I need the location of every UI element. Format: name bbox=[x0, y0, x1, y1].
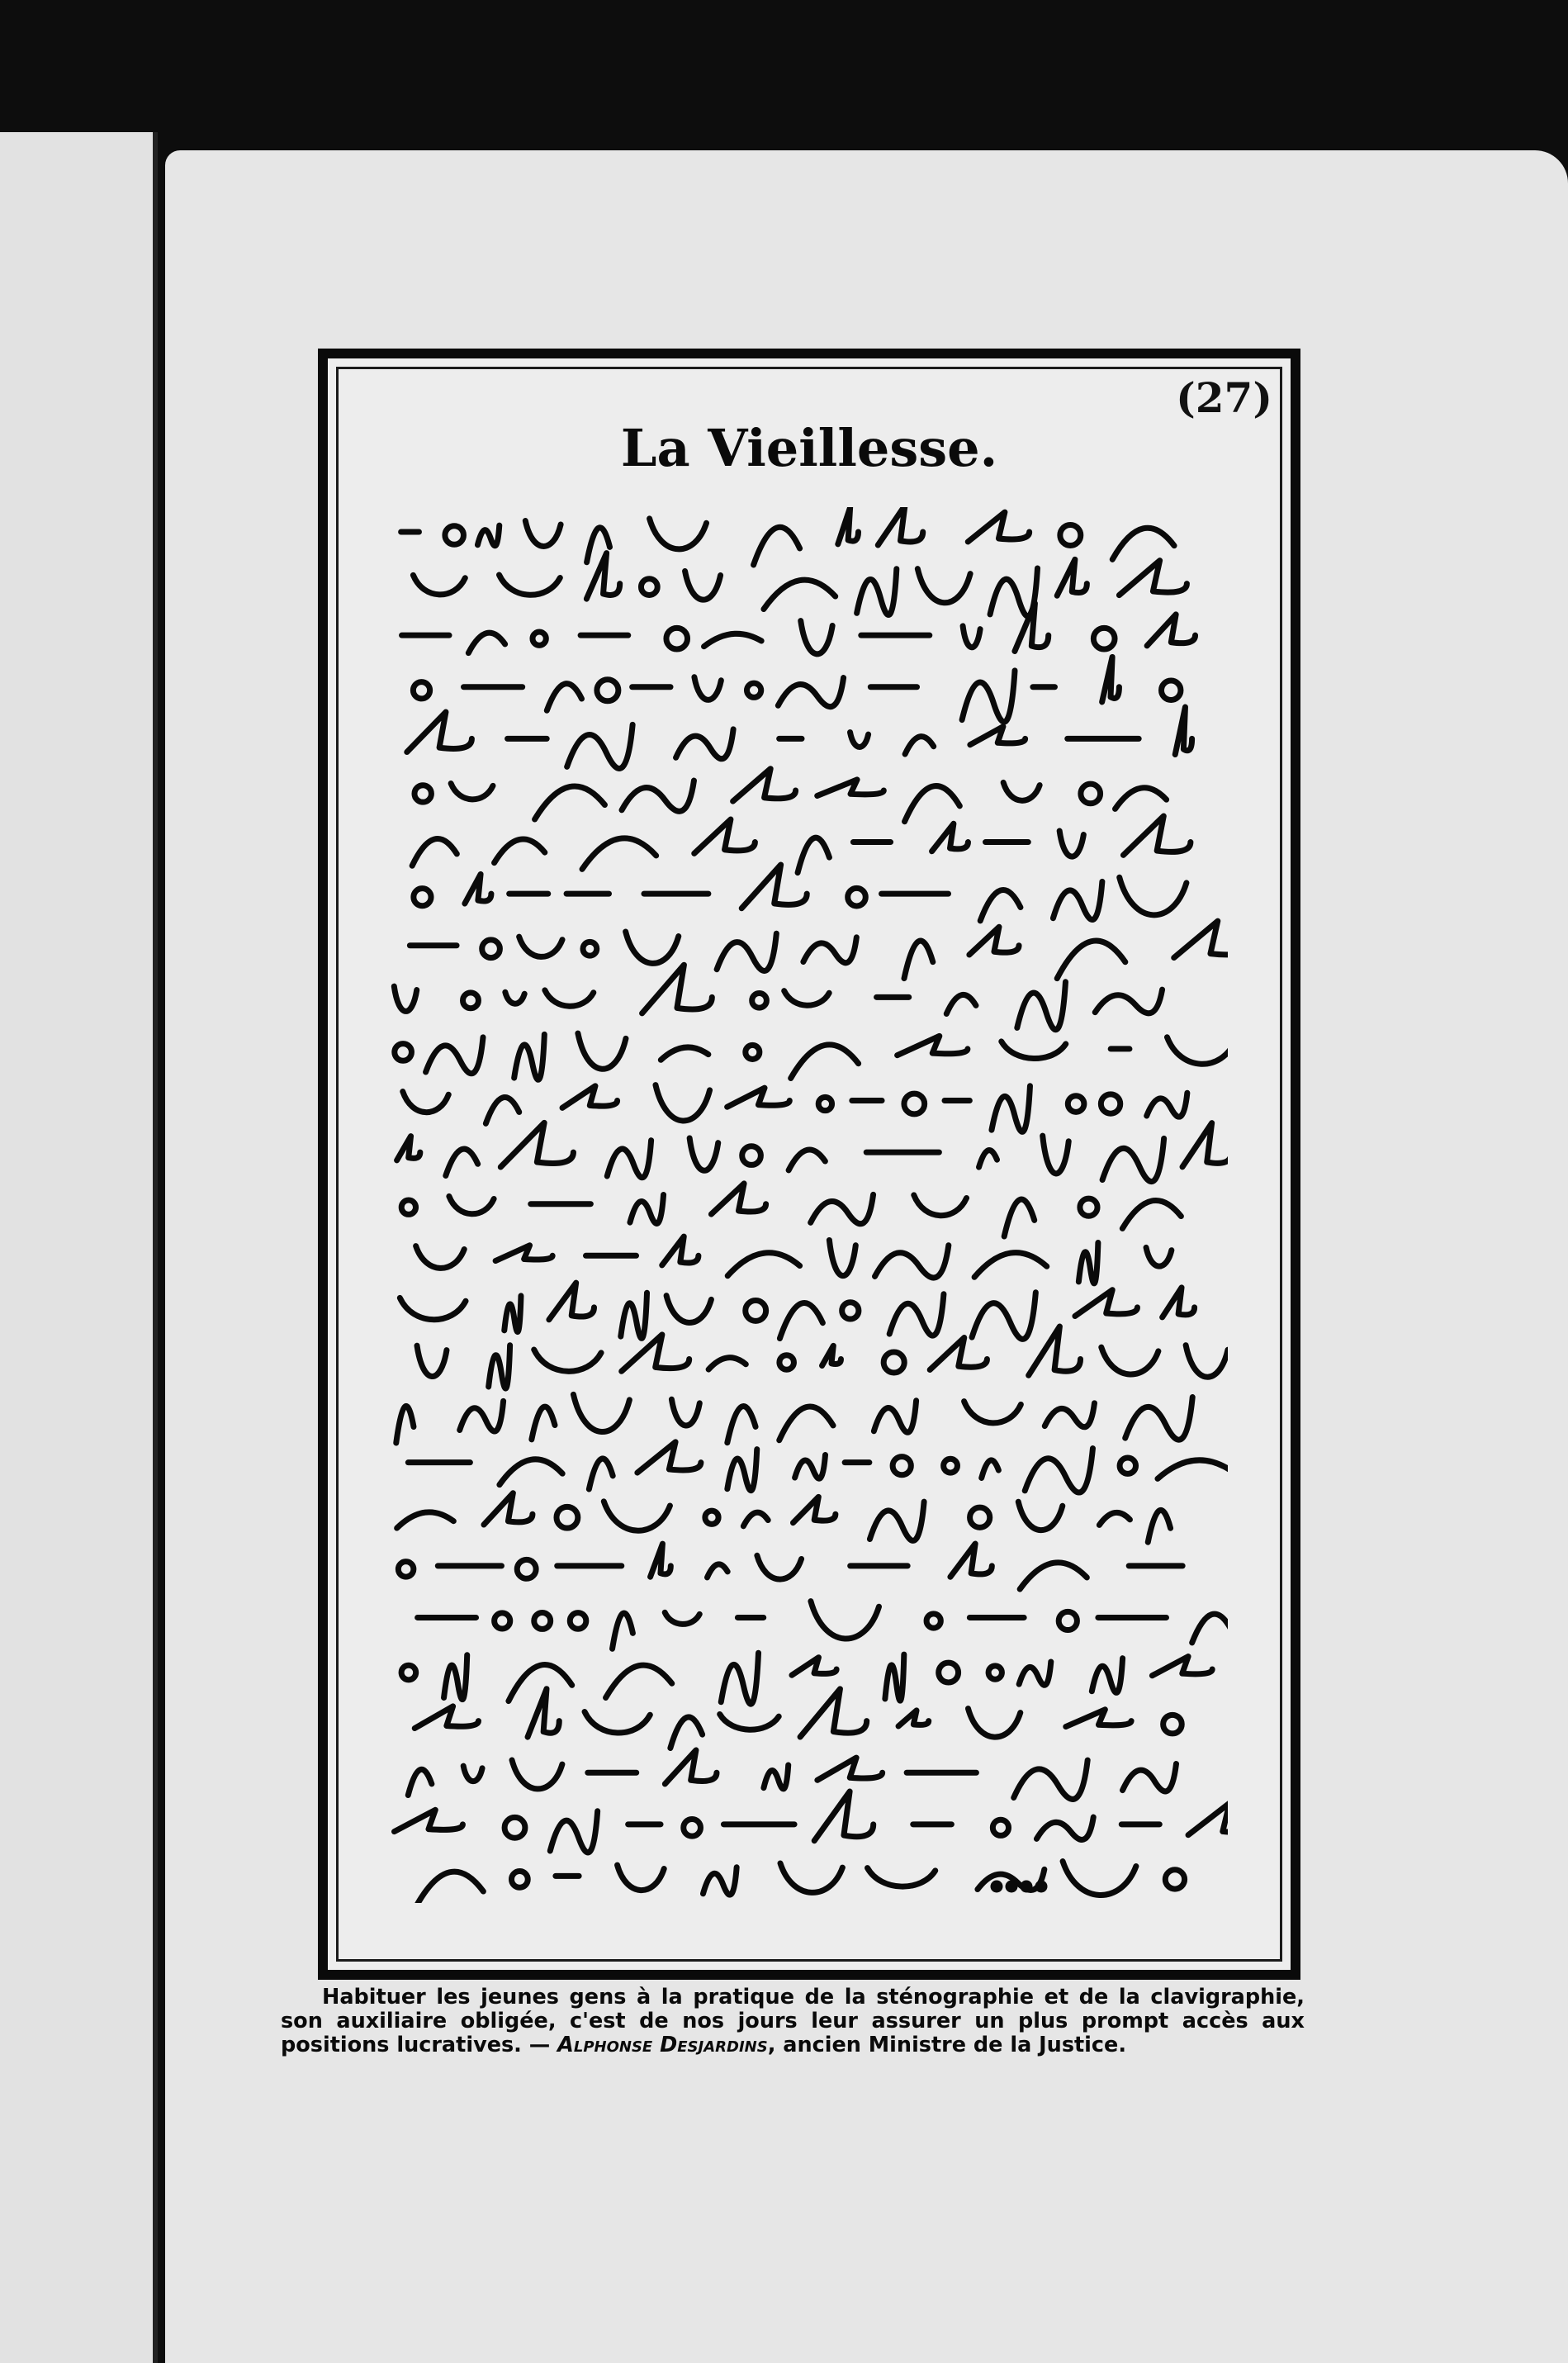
shorthand-stroke bbox=[486, 1098, 519, 1124]
shorthand-stroke bbox=[708, 1358, 746, 1369]
shorthand-stroke bbox=[694, 819, 756, 853]
shorthand-stroke bbox=[689, 1138, 718, 1170]
shorthand-stroke bbox=[1018, 1502, 1062, 1530]
shorthand-stroke bbox=[505, 1817, 525, 1838]
shorthand-stroke bbox=[939, 1663, 959, 1682]
shorthand-text-image bbox=[386, 507, 1228, 1903]
shorthand-stroke bbox=[779, 1407, 833, 1440]
shorthand-stroke bbox=[562, 1086, 618, 1108]
shorthand-stroke bbox=[670, 1717, 703, 1749]
shorthand-stroke bbox=[1019, 1662, 1051, 1685]
shorthand-stroke bbox=[444, 1655, 467, 1700]
shorthand-stroke bbox=[408, 1769, 432, 1795]
shorthand-stroke bbox=[512, 1760, 562, 1789]
shorthand-stroke bbox=[1057, 941, 1125, 979]
shorthand-stroke bbox=[988, 1666, 1002, 1679]
shorthand-stroke bbox=[570, 1613, 586, 1630]
shorthand-stroke bbox=[1147, 1093, 1187, 1117]
shorthand-stroke bbox=[792, 1658, 836, 1676]
shorthand-stroke bbox=[495, 1246, 552, 1261]
shorthand-stroke bbox=[1188, 1803, 1228, 1835]
shorthand-stroke bbox=[517, 1559, 536, 1578]
shorthand-stroke bbox=[477, 525, 499, 546]
shorthand-stroke bbox=[651, 1544, 671, 1577]
shorthand-stroke bbox=[926, 1614, 940, 1628]
shorthand-stroke bbox=[557, 1507, 578, 1528]
shorthand-stroke bbox=[1152, 1657, 1212, 1676]
shorthand-stroke bbox=[395, 1044, 412, 1061]
shorthand-stroke bbox=[746, 1045, 760, 1059]
shorthand-stroke bbox=[1093, 628, 1115, 649]
shorthand-dot bbox=[1023, 1883, 1030, 1890]
shorthand-stroke bbox=[630, 1195, 664, 1224]
shorthand-stroke bbox=[1163, 1715, 1182, 1734]
shorthand-stroke bbox=[848, 888, 866, 906]
shorthand-stroke bbox=[414, 889, 431, 906]
shorthand-stroke bbox=[665, 1612, 699, 1624]
shorthand-stroke bbox=[970, 727, 1026, 745]
shorthand-stroke bbox=[665, 1750, 717, 1784]
shorthand-stroke bbox=[500, 575, 561, 595]
shorthand-stroke bbox=[666, 1296, 711, 1323]
caption-author-title: , ancien Ministre de la Justice. bbox=[767, 2033, 1127, 2057]
shorthand-stroke bbox=[413, 682, 429, 699]
shorthand-stroke bbox=[403, 1092, 448, 1113]
shorthand-stroke bbox=[811, 1601, 879, 1639]
shorthand-stroke bbox=[583, 942, 597, 956]
shorthand-stroke bbox=[905, 737, 934, 754]
shorthand-stroke bbox=[704, 633, 762, 646]
shorthand-stroke bbox=[1158, 1460, 1228, 1478]
shorthand-stroke bbox=[705, 1511, 718, 1524]
shorthand-stroke bbox=[1102, 657, 1120, 701]
shorthand-stroke bbox=[784, 991, 830, 1006]
shorthand-stroke bbox=[415, 785, 431, 802]
shorthand-stroke bbox=[946, 994, 976, 1013]
shorthand-stroke bbox=[789, 1150, 825, 1170]
shorthand-stroke bbox=[898, 1036, 968, 1055]
shorthand-stroke bbox=[764, 580, 836, 609]
shorthand-stroke bbox=[416, 1872, 484, 1903]
shorthand-stroke bbox=[917, 569, 970, 603]
shorthand-stroke bbox=[656, 1085, 710, 1121]
shorthand-stroke bbox=[793, 1497, 835, 1522]
shorthand-stroke bbox=[534, 1612, 551, 1629]
shorthand-stroke bbox=[394, 986, 416, 1011]
shorthand-stroke bbox=[818, 1097, 831, 1110]
shorthand-stroke bbox=[642, 965, 713, 1013]
shorthand-stroke bbox=[850, 733, 869, 747]
shorthand-stroke bbox=[757, 1555, 802, 1579]
shorthand-stroke bbox=[885, 1654, 904, 1701]
shorthand-stroke bbox=[514, 1034, 545, 1079]
shorthand-stroke bbox=[684, 1819, 701, 1836]
shorthand-stroke bbox=[972, 1293, 1035, 1340]
shorthand-stroke bbox=[914, 1195, 967, 1216]
shorthand-stroke bbox=[904, 1094, 925, 1114]
shorthand-stroke bbox=[694, 677, 721, 700]
shorthand-stroke bbox=[905, 786, 960, 822]
shorthand-stroke bbox=[489, 1345, 510, 1388]
shorthand-stroke bbox=[671, 1399, 699, 1426]
shorthand-plate bbox=[318, 349, 1300, 1980]
shorthand-stroke bbox=[746, 683, 760, 697]
shorthand-stroke bbox=[800, 1689, 867, 1737]
caption-text: Habituer les jeunes gens à la pratique de la sténographie et de la clavigraphie, son auxiliaire obligée, c'est de nos jours leur assurer un plus prompt accès aux positions lucratives. — bbox=[281, 1985, 1305, 2057]
shorthand-stroke bbox=[532, 1407, 555, 1440]
shorthand-stroke bbox=[622, 781, 694, 811]
shorthand-stroke bbox=[618, 1865, 665, 1890]
shorthand-stroke bbox=[1043, 1136, 1069, 1174]
shorthand-stroke bbox=[578, 1033, 626, 1069]
shorthand-stroke bbox=[814, 1791, 873, 1841]
shorthand-stroke bbox=[963, 626, 980, 648]
shorthand-stroke bbox=[1146, 1247, 1172, 1266]
shorthand-stroke bbox=[549, 1283, 595, 1320]
shorthand-stroke bbox=[742, 1146, 761, 1165]
shorthand-stroke bbox=[1036, 1817, 1093, 1839]
shorthand-stroke bbox=[407, 712, 472, 752]
page-number: (27) bbox=[1176, 373, 1272, 422]
shorthand-dot bbox=[993, 1883, 1000, 1890]
shorthand-stroke bbox=[1102, 1138, 1164, 1181]
shorthand-stroke bbox=[717, 933, 776, 970]
shorthand-stroke bbox=[982, 1460, 999, 1478]
shorthand-stroke bbox=[950, 1544, 992, 1577]
shorthand-stroke bbox=[883, 1352, 904, 1373]
shorthand-stroke bbox=[1162, 681, 1181, 700]
shorthand-stroke bbox=[482, 940, 500, 958]
shorthand-stroke bbox=[795, 1454, 826, 1478]
shorthand-stroke bbox=[970, 1507, 990, 1527]
shorthand-stroke bbox=[1167, 1037, 1228, 1064]
shorthand-stroke bbox=[1182, 1123, 1228, 1167]
shorthand-stroke bbox=[606, 1665, 672, 1697]
shorthand-stroke bbox=[626, 932, 679, 963]
shorthand-stroke bbox=[662, 1236, 699, 1265]
shorthand-stroke bbox=[779, 1355, 794, 1370]
shorthand-stroke bbox=[791, 1045, 859, 1079]
shorthand-stroke bbox=[525, 521, 561, 547]
caption-author: Alphonse Desjardins bbox=[557, 2033, 768, 2057]
shorthand-stroke bbox=[1068, 1096, 1084, 1113]
shorthand-stroke bbox=[613, 1613, 633, 1649]
shorthand-stroke bbox=[412, 838, 457, 866]
shorthand-stroke bbox=[992, 1820, 1008, 1835]
shorthand-stroke bbox=[1025, 1449, 1092, 1492]
shorthand-stroke bbox=[417, 1345, 447, 1376]
shorthand-stroke bbox=[754, 527, 800, 565]
shorthand-stroke bbox=[505, 1296, 521, 1332]
shorthand-stroke bbox=[801, 621, 832, 654]
shorthand-stroke bbox=[720, 1714, 779, 1730]
shorthand-stroke bbox=[803, 937, 856, 963]
shorthand-stroke bbox=[968, 1709, 1020, 1738]
shorthand-stroke bbox=[398, 1562, 414, 1578]
shorthand-stroke bbox=[842, 1302, 859, 1319]
shorthand-stroke bbox=[416, 1246, 465, 1269]
shorthand-stroke bbox=[1175, 707, 1191, 754]
shorthand-stroke bbox=[1066, 1710, 1131, 1727]
shorthand-stroke bbox=[397, 1136, 420, 1160]
left-page-edge bbox=[0, 132, 158, 2363]
shorthand-stroke bbox=[1123, 816, 1190, 855]
shorthand-stroke bbox=[589, 1459, 613, 1489]
shorthand-stroke bbox=[1099, 1512, 1130, 1525]
shorthand-stroke bbox=[495, 1613, 510, 1629]
shorthand-stroke bbox=[1059, 831, 1083, 856]
shorthand-stroke bbox=[449, 1196, 494, 1213]
shorthand-stroke bbox=[597, 680, 618, 701]
shorthand-stroke bbox=[752, 993, 767, 1008]
shorthand-stroke bbox=[463, 1766, 482, 1781]
shorthand-stroke bbox=[1063, 1862, 1136, 1896]
shorthand-stroke bbox=[889, 1294, 944, 1336]
shorthand-stroke bbox=[868, 1868, 936, 1886]
shorthand-stroke bbox=[607, 1141, 651, 1178]
shorthand-stroke bbox=[413, 575, 465, 595]
shorthand-stroke bbox=[1101, 1347, 1158, 1374]
shorthand-stroke bbox=[666, 628, 688, 649]
shorthand-stroke bbox=[519, 937, 562, 956]
shorthand-stroke bbox=[703, 1867, 737, 1895]
shorthand-stroke bbox=[964, 1402, 1021, 1423]
shorthand-stroke bbox=[1045, 1403, 1094, 1427]
shorthand-stroke bbox=[528, 1689, 559, 1737]
shorthand-stroke bbox=[857, 569, 897, 615]
shorthand-stroke bbox=[1148, 1510, 1170, 1542]
shorthand-stroke bbox=[1020, 1563, 1087, 1589]
shorthand-stroke bbox=[465, 874, 491, 904]
shorthand-stroke bbox=[1029, 1326, 1081, 1375]
shorthand-stroke bbox=[1053, 881, 1101, 919]
shorthand-stroke bbox=[451, 784, 493, 800]
shorthand-stroke bbox=[604, 1502, 670, 1530]
shorthand-stroke bbox=[415, 1706, 478, 1729]
shorthand-stroke bbox=[500, 1122, 573, 1167]
page-title: La Vieillesse. bbox=[620, 418, 998, 478]
shorthand-stroke bbox=[974, 1253, 1047, 1278]
shorthand-stroke bbox=[811, 1194, 874, 1223]
shorthand-stroke bbox=[505, 992, 524, 1004]
shorthand-stroke bbox=[727, 1450, 757, 1491]
shorthand-stroke bbox=[400, 1298, 466, 1319]
shorthand-stroke bbox=[1078, 1242, 1098, 1283]
shorthand-stroke bbox=[721, 1653, 758, 1704]
shorthand-stroke bbox=[944, 1459, 958, 1473]
shorthand-stroke bbox=[1125, 1397, 1193, 1440]
shorthand-stroke bbox=[460, 1401, 504, 1431]
shorthand-stroke bbox=[445, 526, 464, 545]
shorthand-stroke bbox=[396, 1407, 414, 1444]
shorthand-stroke bbox=[874, 1401, 916, 1433]
shorthand-stroke bbox=[733, 769, 796, 801]
shorthand-stroke bbox=[1075, 1290, 1138, 1317]
shorthand-stroke bbox=[535, 786, 605, 819]
shorthand-stroke bbox=[746, 1300, 766, 1321]
shorthand-stroke bbox=[878, 507, 922, 545]
shorthand-stroke bbox=[1059, 1611, 1077, 1630]
shorthand-stroke bbox=[545, 990, 594, 1006]
shorthand-stroke bbox=[1095, 989, 1162, 1013]
shorthand-stroke bbox=[817, 1758, 883, 1780]
shorthand-stroke bbox=[534, 1350, 601, 1371]
shorthand-stroke bbox=[426, 1037, 483, 1074]
shorthand-stroke bbox=[650, 519, 707, 549]
caption-quote bbox=[281, 1986, 1305, 2057]
shorthand-stroke bbox=[932, 823, 969, 851]
shorthand-stroke bbox=[567, 724, 632, 768]
shorthand-stroke bbox=[1192, 1605, 1228, 1644]
shorthand-stroke bbox=[1101, 1094, 1120, 1113]
shorthand-stroke bbox=[582, 838, 656, 869]
shorthand-stroke bbox=[495, 839, 545, 863]
shorthand-stroke bbox=[484, 1493, 533, 1525]
shorthand-stroke bbox=[1092, 1658, 1122, 1693]
shorthand-stroke bbox=[509, 1665, 572, 1701]
shorthand-stroke bbox=[829, 1240, 855, 1275]
shorthand-stroke bbox=[764, 1765, 789, 1789]
shorthand-dot bbox=[1008, 1883, 1015, 1890]
shorthand-stroke bbox=[980, 890, 1021, 920]
shorthand-stroke bbox=[727, 1088, 790, 1107]
shorthand-stroke bbox=[930, 1338, 987, 1370]
shorthand-stroke bbox=[1120, 877, 1187, 915]
shorthand-stroke bbox=[817, 780, 884, 796]
shorthand-stroke bbox=[550, 1811, 597, 1853]
shorthand-stroke bbox=[838, 507, 859, 543]
shorthand-stroke bbox=[779, 1303, 822, 1339]
shorthand-stroke bbox=[401, 1665, 416, 1680]
shorthand-stroke bbox=[641, 579, 657, 595]
shorthand-stroke bbox=[533, 632, 546, 645]
shorthand-stroke bbox=[875, 1246, 949, 1278]
shorthand-stroke bbox=[395, 1810, 463, 1831]
shorthand-stroke bbox=[1081, 784, 1101, 804]
shorthand-stroke bbox=[1060, 525, 1081, 546]
shorthand-stroke bbox=[969, 927, 1019, 955]
shorthand-stroke bbox=[685, 571, 721, 600]
shorthand-stroke bbox=[500, 1459, 562, 1485]
shorthand-stroke bbox=[586, 553, 619, 599]
shorthand-stroke bbox=[1014, 1760, 1087, 1799]
shorthand-stroke bbox=[1080, 1198, 1097, 1216]
shorthand-stroke bbox=[1163, 1288, 1195, 1317]
shorthand-stroke bbox=[780, 1863, 842, 1892]
shorthand-stroke bbox=[798, 837, 829, 872]
shorthand-stroke bbox=[468, 633, 505, 652]
shorthand-stroke bbox=[1119, 561, 1187, 595]
shorthand-stroke bbox=[1120, 1458, 1135, 1473]
shorthand-stroke bbox=[1057, 559, 1087, 595]
shorthand-stroke bbox=[904, 941, 933, 979]
shorthand-stroke bbox=[1174, 921, 1228, 957]
shorthand-stroke bbox=[622, 1335, 689, 1371]
shorthand-stroke bbox=[1002, 1042, 1066, 1059]
shorthand-stroke bbox=[463, 993, 479, 1008]
shorthand-stroke bbox=[676, 729, 734, 759]
shorthand-stroke bbox=[1165, 1870, 1184, 1889]
shorthand-stroke bbox=[1116, 788, 1167, 809]
shorthand-stroke bbox=[397, 1512, 454, 1528]
shorthand-stroke bbox=[992, 1086, 1030, 1132]
shorthand-stroke bbox=[511, 1872, 528, 1888]
shorthand-stroke bbox=[585, 1711, 650, 1733]
shorthand-stroke bbox=[898, 1711, 929, 1726]
shorthand-stroke bbox=[621, 1293, 647, 1338]
shorthand-stroke bbox=[822, 1345, 841, 1365]
shorthand-stroke bbox=[1017, 982, 1066, 1030]
shorthand-stroke bbox=[446, 1149, 478, 1175]
shorthand-stroke bbox=[727, 1253, 799, 1276]
shorthand-stroke bbox=[893, 1457, 911, 1475]
shorthand-stroke bbox=[979, 1151, 997, 1168]
shorthand-stroke bbox=[778, 678, 843, 707]
shorthand-stroke bbox=[1112, 528, 1174, 559]
shorthand-stroke bbox=[637, 1442, 701, 1473]
shorthand-stroke bbox=[711, 1184, 765, 1214]
shorthand-stroke bbox=[547, 684, 581, 711]
shorthand-stroke bbox=[1122, 1200, 1181, 1228]
shorthand-stroke bbox=[1123, 1764, 1177, 1791]
shorthand-dot bbox=[1038, 1883, 1045, 1890]
shorthand-stroke bbox=[962, 671, 1015, 722]
shorthand-stroke bbox=[743, 1512, 768, 1526]
shorthand-stroke bbox=[661, 1047, 708, 1060]
shorthand-stroke bbox=[1004, 1199, 1035, 1236]
shorthand-stroke bbox=[401, 1200, 415, 1214]
shorthand-stroke bbox=[708, 1564, 728, 1578]
shorthand-stroke bbox=[727, 1407, 756, 1443]
shorthand-stroke bbox=[869, 1502, 924, 1540]
shorthand-stroke bbox=[1186, 1345, 1228, 1377]
shorthand-stroke bbox=[968, 512, 1029, 542]
shorthand-stroke bbox=[573, 1394, 629, 1431]
shorthand-stroke bbox=[1003, 782, 1040, 800]
shorthand-stroke bbox=[1147, 614, 1195, 646]
